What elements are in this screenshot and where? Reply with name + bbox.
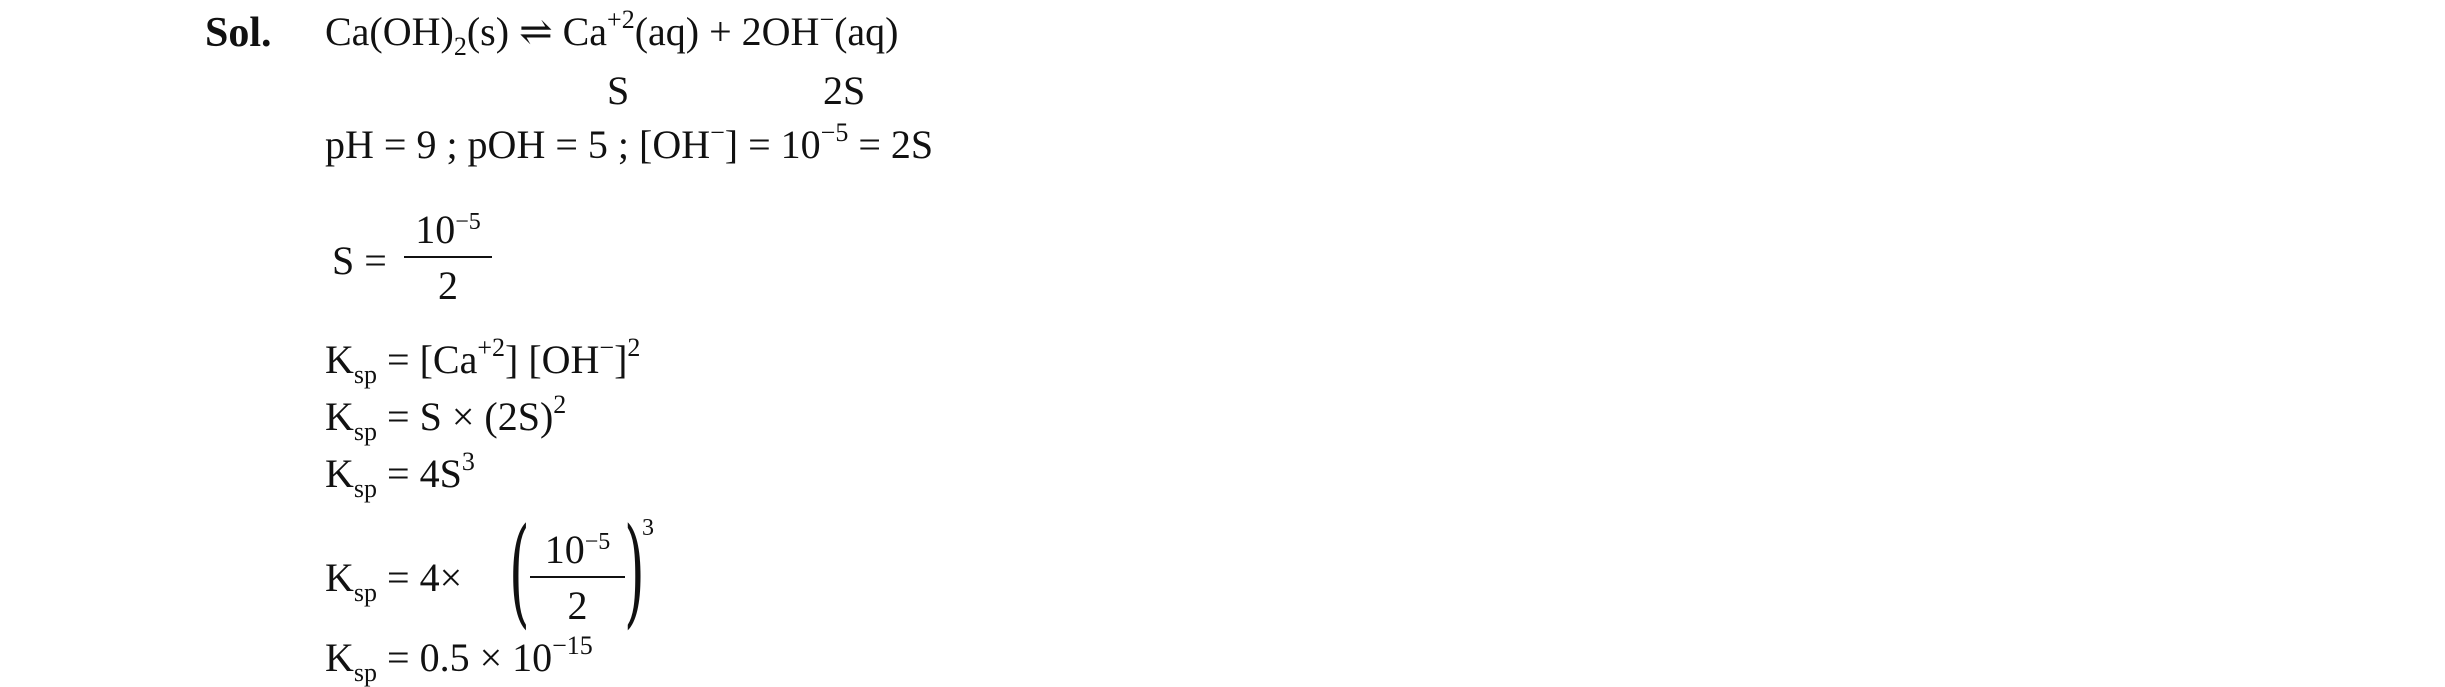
ksp-line-4: $K_{sp} = 4\times$: [325, 555, 463, 607]
hydroxide-state: (aq): [834, 9, 899, 54]
oh-charge: −: [710, 118, 725, 147]
solubility-s-label: S: [607, 68, 630, 113]
ksp-fraction-bar: [530, 576, 625, 578]
ksp-fraction-numerator: $10^{-5}$: [544, 527, 611, 572]
right-paren: ): [624, 502, 645, 640]
ksp-line-5: $K_{sp} = 0.5 \times 10^{-15}$: [325, 631, 593, 687]
reactant: Ca(OH): [325, 9, 454, 54]
reaction-equation: [325, 5, 899, 61]
s-fraction: [404, 207, 492, 308]
equilibrium-arrow: ⇌: [519, 9, 553, 54]
equals-2s: = 2S: [848, 122, 934, 167]
ksp-line-3: $K_{sp} = 4S^3$: [325, 447, 475, 503]
solubility-2s-label: 2S: [823, 68, 866, 113]
fraction-bar: [404, 256, 492, 258]
ph-text: pH = 9 ; pOH = 5 ; [OH: [325, 122, 711, 167]
left-paren: (: [509, 502, 530, 640]
product-calcium: Ca: [562, 9, 608, 54]
s-fraction-numerator: $10^{-5}$: [415, 207, 481, 252]
ksp-fraction-denominator: 2: [567, 583, 588, 628]
ksp-line-2: $K_{sp} = S \times (2S)^2$: [325, 390, 567, 446]
product-hydroxide: (aq) + 2OH: [634, 9, 820, 54]
hydroxide-charge: −: [819, 5, 835, 34]
ksp-fraction: [530, 527, 625, 628]
oh-conc: ] = 10: [724, 122, 821, 167]
ph-line: [325, 118, 934, 167]
conc-exponent: −5: [820, 118, 849, 147]
s-equals-label: S =: [332, 238, 387, 283]
reactant-subscript: 2: [453, 32, 467, 61]
reactant-state: (s): [466, 9, 510, 54]
ksp-line-1: $K_{sp} = [Ca^{+2}]$ $[OH^-]^2$: [325, 333, 641, 389]
outer-exponent: 3: [642, 515, 654, 541]
s-fraction-denominator: 2: [438, 263, 458, 308]
calcium-charge: +2: [607, 5, 635, 34]
solution-label: Sol.: [205, 10, 272, 56]
